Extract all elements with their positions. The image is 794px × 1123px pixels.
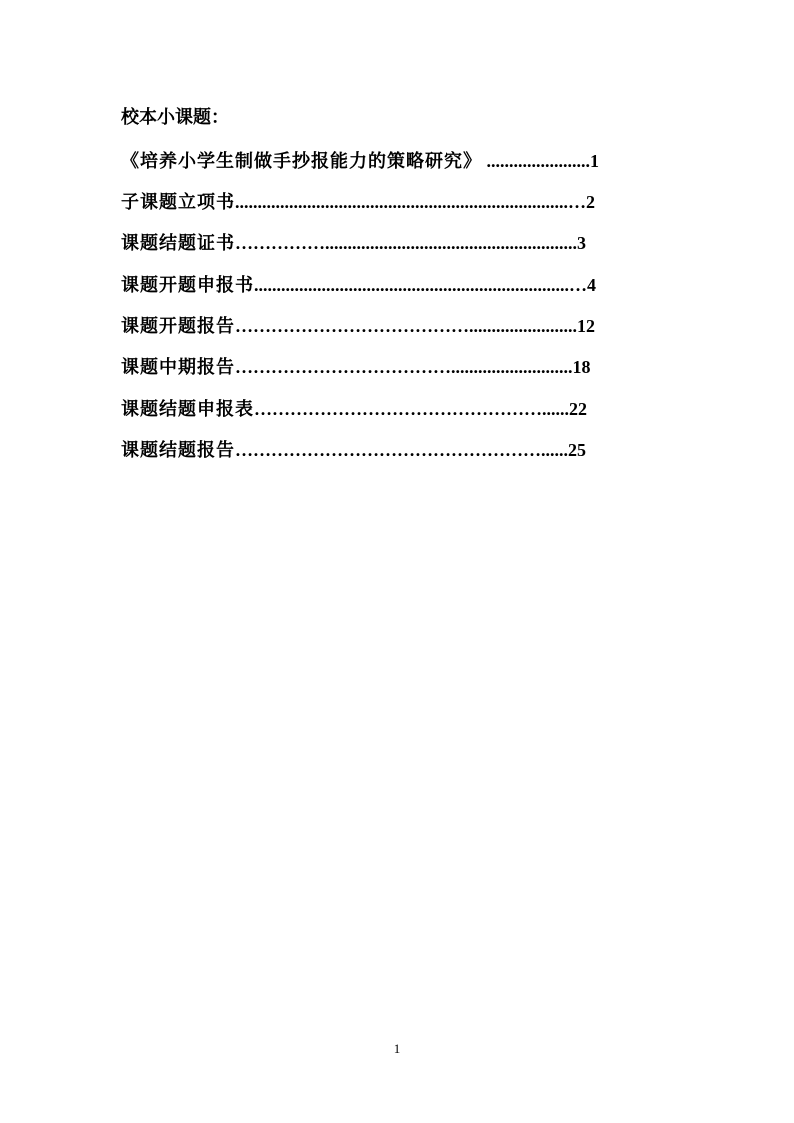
toc-entry-leader: ………………………………........................... [235, 357, 573, 377]
toc-entry-title: 子课题立项书 [121, 192, 235, 213]
toc-entry-title: 《培养小学生制做手抄报能力的策略研究》 [121, 151, 482, 172]
toc-entry-title: 课题结题申报表 [121, 399, 254, 420]
toc-entry [121, 230, 586, 257]
toc-entry-page: 1 [590, 151, 599, 171]
toc-entry-title: 课题开题申报书 [121, 275, 254, 296]
section-heading: 校本小课题： [121, 107, 229, 128]
footer-page-number: 1 [393, 1041, 401, 1056]
toc-entry-leader: ……………........................................................ [235, 233, 577, 253]
toc-entry-leader: ……………………………………………...... [235, 440, 568, 460]
toc-entry-page: 3 [577, 233, 586, 253]
toc-entry-title: 课题开题报告 [121, 316, 235, 337]
toc-entry-title: 课题中期报告 [121, 357, 235, 378]
toc-entry [121, 396, 587, 423]
toc-entry-leader: ....................... [482, 151, 590, 171]
toc-entry-leader: ......................................................................… [254, 275, 587, 295]
toc-entry-title: 课题结题报告 [121, 440, 235, 461]
toc-entry-page: 12 [577, 316, 595, 336]
toc-entry [121, 148, 599, 175]
toc-entry-page: 4 [587, 275, 596, 295]
toc-entry [121, 313, 595, 340]
toc-entry-page: 18 [572, 357, 591, 377]
toc-entry-leader: ..........................................................................… [235, 192, 586, 212]
toc-entry-page: 25 [568, 440, 586, 460]
toc-entry [121, 437, 586, 464]
toc-entry [121, 354, 591, 381]
toc-entry-title: 课题结题证书 [121, 233, 235, 254]
toc-entry-page: 2 [586, 192, 595, 212]
toc-entry-leader: …………………………………........................ [235, 316, 577, 336]
toc-entry [121, 189, 595, 216]
toc-entry-leader: …………………………………………...... [254, 399, 569, 419]
toc-entry [121, 272, 596, 299]
toc-entry-page: 22 [569, 399, 587, 419]
